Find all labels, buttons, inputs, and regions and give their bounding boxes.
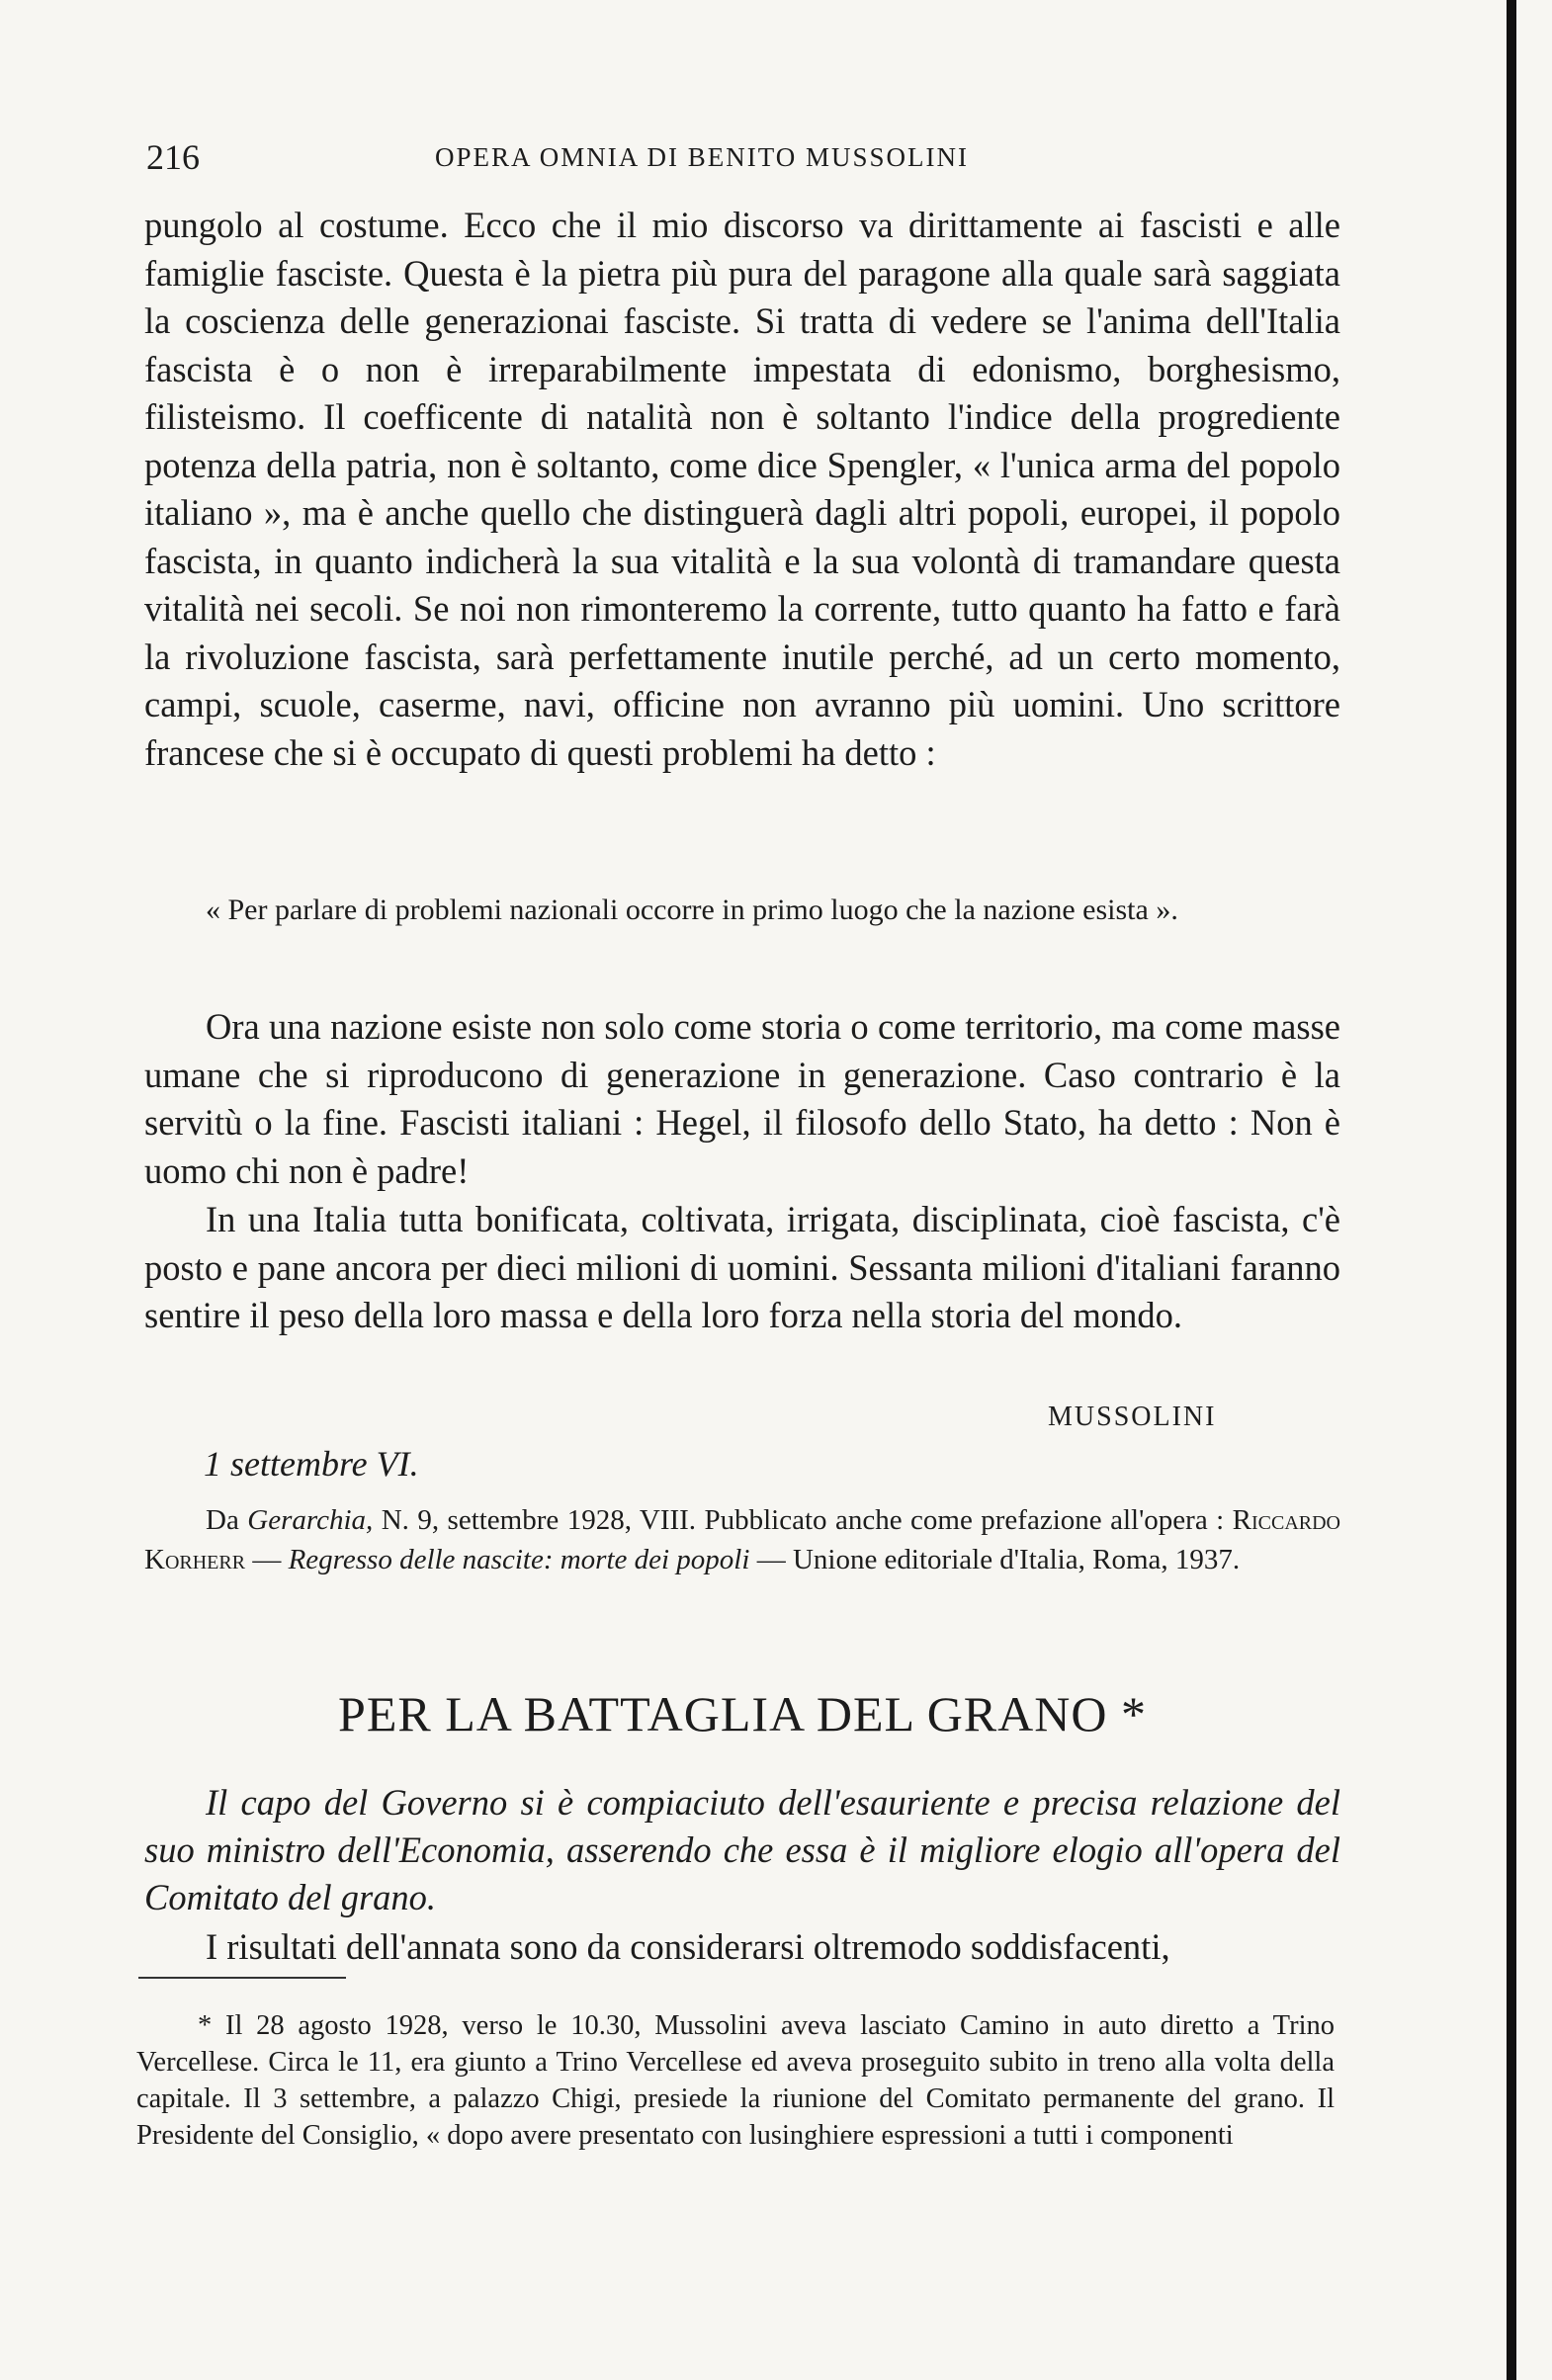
source-dash: — bbox=[245, 1544, 289, 1575]
date-line: 1 settembre VI. bbox=[204, 1444, 419, 1484]
footnote-divider bbox=[138, 1977, 346, 1979]
source-part-1: Da bbox=[206, 1504, 248, 1536]
footnote: * Il 28 agosto 1928, verso le 10.30, Mussolini aveva lasciato Camino in auto diretto a Trino Vercellese. Circa le 11, era giunto a Trino Vercellese ed aveva proseguito subito in treno alla volta della capitale. Il 3 settembre, a palazzo Chigi, presiede la riunione del Comitato permanente del grano. Il Presidente del Consiglio, « dopo avere presentato con lusinghiere espressioni a tutti i componenti bbox=[136, 2010, 1335, 2151]
source-work-title: Regresso delle nascite: morte dei popoli bbox=[288, 1544, 750, 1575]
page-number: 216 bbox=[146, 137, 200, 177]
body-paragraph-1: pungolo al costume. Ecco che il mio discorso va dirittamente ai fascisti e alle famiglie fasciste. Questa è la pietra più pura del paragone alla quale sarà saggiata la coscienza delle generazionai fasciste. Si tratta di vedere se l'anima dell'Italia fascista è o non è irreparabilmente impestata di edonismo, borghesismo, filisteismo. Il coefficente di natalità non è soltanto l'indice della progrediente potenza della patria, non è soltanto, come dice Spengler, « l'unica arma del popolo italiano », ma è anche quello che distinguerà dagli altri popoli, europei, il popolo fascista, in quanto indicherà la sua vitalità e la sua volontà di tramandare questa vitalità nei secoli. Se noi non rimonteremo la corrente, tutto quanto ha fatto e farà la rivoluzione fascista, sarà perfettamente inutile perché, ad un certo momento, campi, scuole, caserme, navi, officine non avranno più uomini. Uno scrittore francese che si è occupato di questi problemi ha detto : bbox=[144, 205, 1340, 773]
body-paragraph-2: Ora una nazione esiste non solo come storia o come territorio, ma come masse umane che si riproducono di generazione in generazione. Caso contrario è la servitù o la fine. Fascisti italiani : Hegel, il filosofo dello Stato, ha detto : Non è uomo chi non è padre! bbox=[144, 1006, 1340, 1191]
section-title: PER LA BATTAGLIA DEL GRANO * bbox=[338, 1686, 1147, 1742]
section-intro: Il capo del Governo si è compiaciuto dell'esauriente e precisa relazione del suo ministro dell'Economia, asserendo che essa è il migliore elogio all'opera del Comitato del grano. bbox=[144, 1782, 1340, 1917]
source-note bbox=[144, 1500, 1340, 1579]
section-first-line: I risultati dell'annata sono da considerarsi oltremodo soddisfacenti, bbox=[206, 1926, 1170, 1967]
signature: MUSSOLINI bbox=[1048, 1402, 1217, 1432]
block-quote: « Per parlare di problemi nazionali occorre in primo luogo che la nazione esista ». bbox=[206, 893, 1178, 926]
page-edge-rule bbox=[1507, 0, 1516, 2380]
body-paragraph-3: In una Italia tutta bonificata, coltivata, irrigata, disciplinata, cioè fascista, c'è posto e pane ancora per dieci milioni di uomini. Sessanta milioni d'italiani faranno sentire il peso della loro massa e della loro forza nella storia del mondo. bbox=[144, 1199, 1340, 1335]
source-journal: Gerarchia, bbox=[247, 1504, 374, 1536]
page-header bbox=[146, 136, 1283, 186]
source-part-3: — Unione editoriale d'Italia, Roma, 1937. bbox=[749, 1544, 1241, 1575]
source-author: Riccardo Korherr bbox=[144, 1504, 1340, 1575]
running-title: OPERA OMNIA DI BENITO MUSSOLINI bbox=[435, 142, 970, 172]
source-part-2: N. 9, settembre 1928, VIII. Pubblicato anche come prefazione all'opera : bbox=[373, 1504, 1233, 1536]
